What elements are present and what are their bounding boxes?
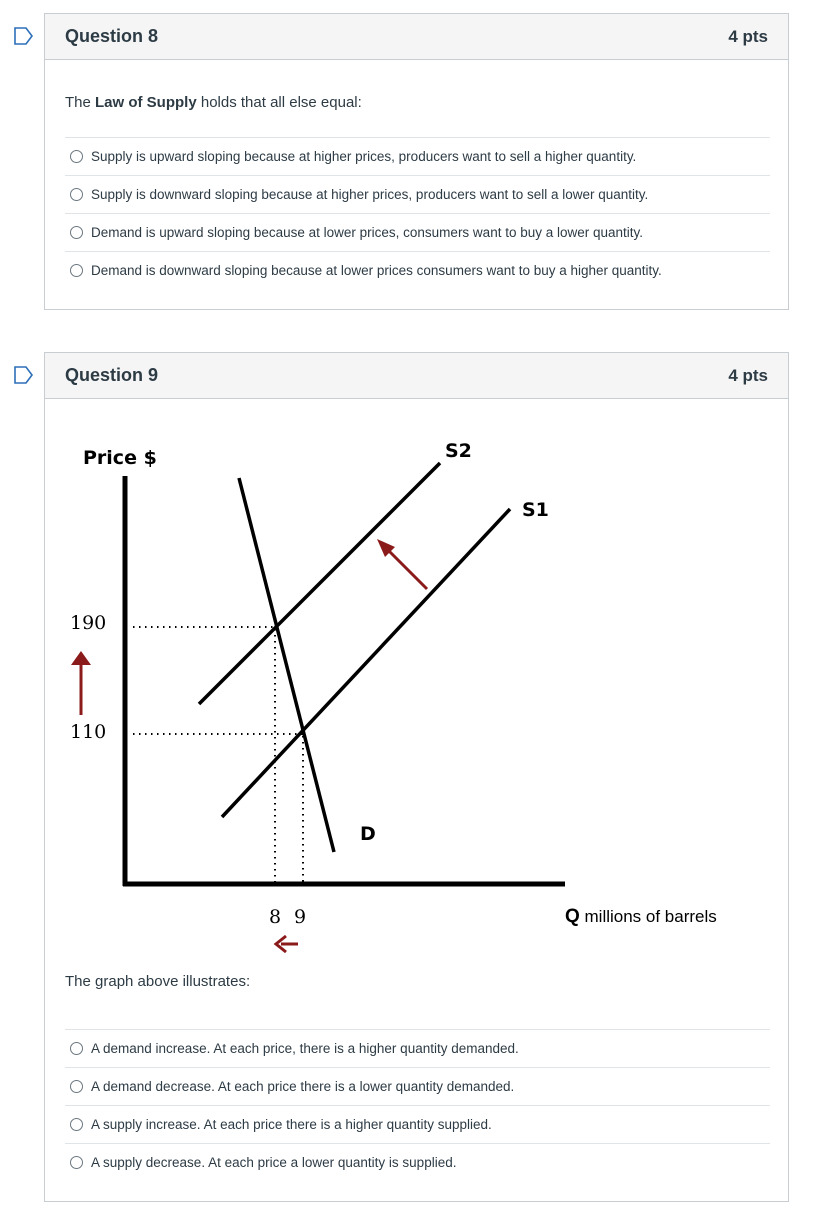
x-tick-8: 8 xyxy=(269,906,282,928)
y-tick-190: 190 xyxy=(70,612,107,634)
radio-button[interactable] xyxy=(70,1080,83,1093)
supply-curve-s2 xyxy=(199,463,440,704)
radio-button[interactable] xyxy=(70,150,83,163)
answer-option[interactable]: Demand is downward sloping because at lower prices consumers want to buy a higher quantity. xyxy=(65,251,770,289)
supply-demand-graph xyxy=(45,353,788,953)
question-title: Question 9 xyxy=(65,365,159,385)
question-9-card xyxy=(44,352,789,1202)
radio-button[interactable] xyxy=(70,264,83,277)
question-points: 4 pts xyxy=(728,26,768,46)
radio-button[interactable] xyxy=(70,1118,83,1131)
x-tick-9: 9 xyxy=(294,906,307,928)
x-axis-label: Q millions of barrels xyxy=(565,906,717,927)
demand-curve-d xyxy=(239,478,334,852)
answer-option[interactable]: A supply decrease. At each price a lower quantity is supplied. xyxy=(65,1143,770,1181)
s1-label: S1 xyxy=(522,499,549,521)
question-8-card xyxy=(44,13,789,310)
answer-option[interactable]: Demand is upward sloping because at lower prices, consumers want to buy a lower quantity. xyxy=(65,213,770,251)
question-prompt: The Law of Supply holds that all else equal: xyxy=(65,94,362,111)
supply-curve-s1 xyxy=(222,509,510,817)
radio-button[interactable] xyxy=(70,226,83,239)
radio-button[interactable] xyxy=(70,1042,83,1055)
answer-option[interactable]: Supply is upward sloping because at higher prices, producers want to sell a higher quantity. xyxy=(65,137,770,175)
answer-option[interactable]: A demand increase. At each price, there is a higher quantity demanded. xyxy=(65,1029,770,1067)
radio-button[interactable] xyxy=(70,188,83,201)
question-prompt: The graph above illustrates: xyxy=(65,973,251,990)
flag-question-icon[interactable] xyxy=(14,27,34,45)
question-8-header xyxy=(45,14,788,60)
radio-button[interactable] xyxy=(70,1156,83,1169)
flag-question-icon[interactable] xyxy=(14,366,34,384)
answer-list xyxy=(65,1029,770,1181)
question-points: 4 pts xyxy=(728,365,768,385)
answer-list xyxy=(65,137,770,289)
law-of-supply-term: Law of Supply xyxy=(95,94,197,111)
answer-option[interactable]: A demand decrease. At each price there is a lower quantity demanded. xyxy=(65,1067,770,1105)
s2-label: S2 xyxy=(445,440,472,462)
price-increase-arrowhead xyxy=(71,651,91,665)
d-label: D xyxy=(360,823,376,845)
y-tick-110: 110 xyxy=(70,721,107,743)
answer-option[interactable]: A supply increase. At each price there is a higher quantity supplied. xyxy=(65,1105,770,1143)
question-title: Question 8 xyxy=(65,26,159,46)
y-axis-label: Price $ xyxy=(83,447,157,469)
supply-shift-arrow xyxy=(385,547,427,589)
answer-option[interactable]: Supply is downward sloping because at higher prices, producers want to sell a lower quantity. xyxy=(65,175,770,213)
